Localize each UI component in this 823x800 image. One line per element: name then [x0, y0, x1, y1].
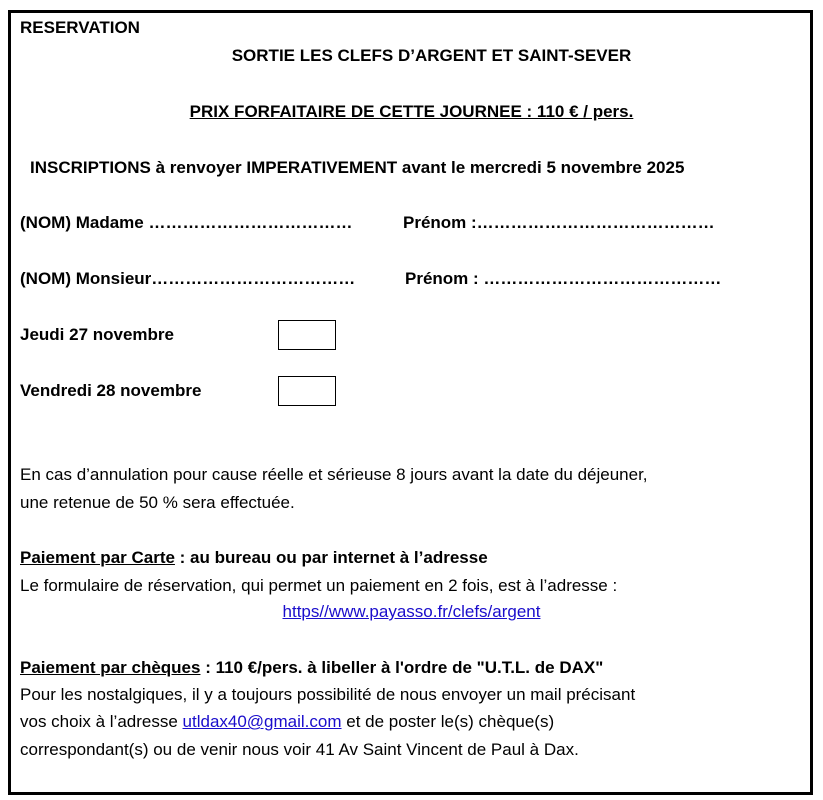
cheque-text-line1: Pour les nostalgiques, il y a toujours possibilité de nous envoyer un mail précisant: [20, 685, 636, 704]
madame-firstname-field[interactable]: Prénom :……………………………………: [403, 213, 715, 232]
cheque-payment-title: Paiement par chèques: [20, 658, 201, 677]
card-payment-heading: [20, 548, 488, 568]
price-heading: PRIX FORFAITAIRE DE CETTE JOURNEE : 110 € / pers.: [189, 102, 634, 121]
cancellation-text-line2: une retenue de 50 % sera effectuée.: [20, 493, 295, 512]
reservation-label: RESERVATION: [20, 18, 140, 37]
date-checkbox-jeudi[interactable]: [278, 320, 336, 350]
cheque-payment-heading: [20, 658, 603, 678]
monsieur-firstname-field[interactable]: Prénom : ……………………………………: [405, 269, 722, 288]
cancellation-text-line1: En cas d’annulation pour cause réelle et sérieuse 8 jours avant la date du déjeuner,: [20, 465, 648, 484]
monsieur-name-field[interactable]: (NOM) Monsieur………………………………: [20, 269, 356, 288]
date-checkbox-vendredi[interactable]: [278, 376, 336, 406]
cheque-text-line2-start: vos choix à l’adresse: [20, 712, 183, 731]
card-payment-title: Paiement par Carte: [20, 548, 175, 567]
cheque-text-line2-end: et de poster le(s) chèque(s): [341, 712, 555, 731]
payment-url-link[interactable]: https//www.payasso.fr/clefs/argent: [282, 602, 541, 621]
card-payment-text: Le formulaire de réservation, qui permet un paiement en 2 fois, est à l’adresse :: [20, 576, 618, 595]
event-title: SORTIE LES CLEFS D’ARGENT ET SAINT-SEVER: [231, 46, 632, 65]
card-payment-subtitle: : au bureau ou par internet à l’adresse: [174, 548, 488, 567]
deadline-notice: INSCRIPTIONS à renvoyer IMPERATIVEMENT avant le mercredi 5 novembre 2025: [30, 158, 685, 177]
cheque-text-line2: [20, 712, 554, 732]
cheque-text-line3: correspondant(s) ou de venir nous voir 41 Av Saint Vincent de Paul à Dax.: [20, 740, 579, 759]
date-option-label: Jeudi 27 novembre: [20, 325, 175, 344]
madame-name-field[interactable]: (NOM) Madame ………………………………: [20, 213, 353, 232]
email-link[interactable]: utldax40@gmail.com: [182, 712, 342, 731]
cheque-payment-subtitle: : 110 €/pers. à libeller à l'ordre de "U.T.L. de DAX": [200, 658, 604, 677]
date-option-label: Vendredi 28 novembre: [20, 381, 202, 400]
